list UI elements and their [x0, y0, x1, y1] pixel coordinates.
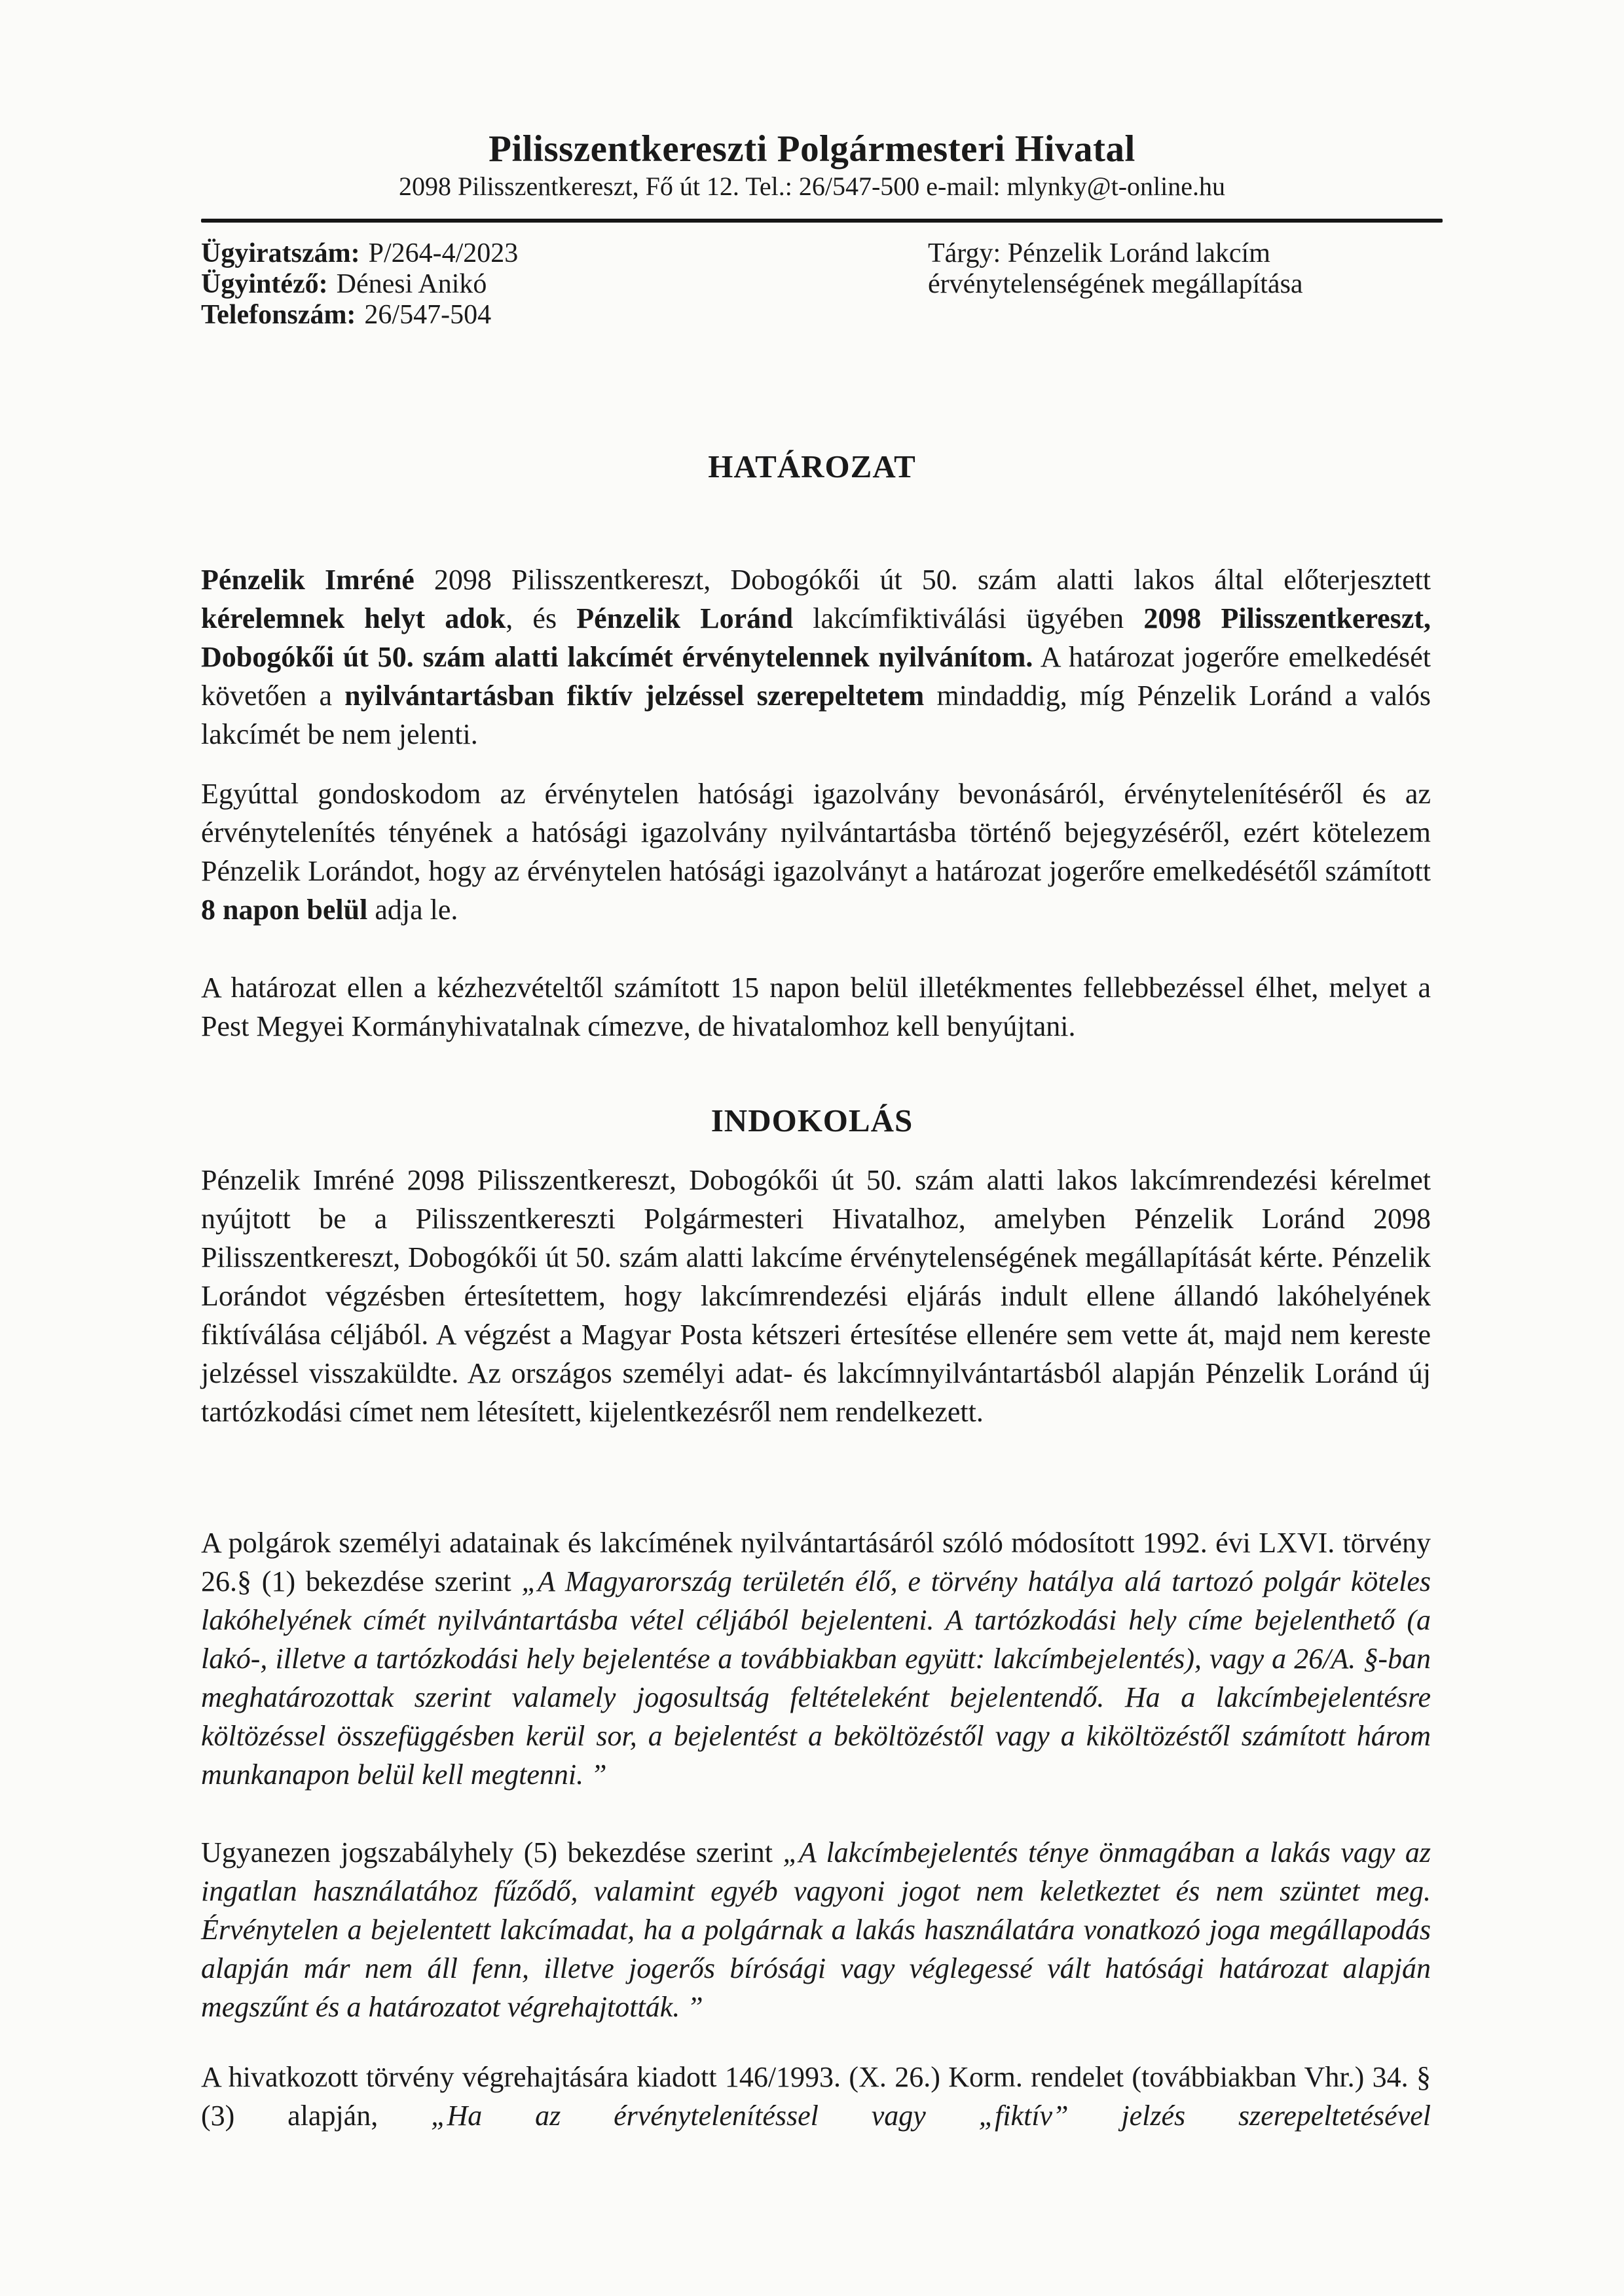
text-run: nyilvántartásban fiktív jelzéssel szerepeltetem — [344, 680, 925, 712]
clerk-value: Dénesi Anikó — [336, 269, 487, 299]
phone-line — [201, 300, 518, 331]
text-run: „Ha az érvénytelenítéssel vagy „fiktív” jelzés szerepeltetésével — [431, 2100, 1431, 2132]
decision-paragraph-3 — [201, 968, 1431, 1046]
text-run: „A lakcímbejelentés ténye önmagában a lakás vagy az ingatlan használatához fűződő, valamint egyéb vagyoni jogot nem keletkeztet és nem szüntet meg. Érvénytelen a bejelentett lakcímadat, ha a polgárnak a lakás használatára vonatkozó joga megállapodás alapján már nem áll fenn, illetve jogerős bírósági vagy véglegessé vált hatósági határozat alapján megszűnt és a határozatot végrehajtották. ” — [201, 1836, 1431, 2023]
justification-heading: INDOKOLÁS — [710, 1102, 913, 1139]
subject-block — [928, 238, 1303, 300]
letterhead — [0, 0, 1624, 202]
reference-block — [0, 238, 1624, 337]
text-run: A hivatkozott törvény végrehajtására kiadott 146/1993. (X. 26.) Korm. rendelet (továbbiakban Vhr.) 34. § (3) alapján, — [201, 2061, 1431, 2132]
text-run: , és — [506, 602, 577, 634]
text-run: mindaddig, míg Pénzelik Loránd a valós lakcímét be nem jelenti. — [201, 680, 1431, 750]
text-run: 2098 Pilisszentkereszt, Dobogókői út 50. szám alatti lakos által előterjesztett — [414, 564, 1431, 596]
phone-label: Telefonszám: — [201, 300, 356, 330]
decision-paragraph-1 — [201, 560, 1431, 754]
case-number-label: Ügyiratszám: — [201, 238, 360, 268]
decision-heading: HATÁROZAT — [708, 448, 916, 484]
text-run: 8 napon belül — [201, 894, 368, 926]
clerk-line — [201, 269, 518, 300]
justification-body — [201, 1161, 1431, 2135]
text-run: kérelemnek helyt adok — [201, 602, 506, 634]
reference-left-column — [201, 238, 518, 331]
office-address-line: 2098 Pilisszentkereszt, Fő út 12. Tel.: 26/547-500 e-mail: mlynky@t-online.hu — [398, 172, 1226, 201]
subject-line-1: Tárgy: Pénzelik Loránd lakcím — [928, 238, 1270, 268]
text-run: Pénzelik Loránd — [576, 602, 794, 634]
justification-paragraph-4 — [201, 2058, 1431, 2135]
phone-value: 26/547-504 — [364, 300, 492, 330]
text-run: A határozat jogerőre emelkedését követően a — [201, 641, 1431, 712]
justification-paragraph-2 — [201, 1523, 1431, 1794]
text-run: Pénzelik Imréné — [201, 564, 415, 596]
text-run: lakcímfiktiválási ügyében — [793, 602, 1144, 634]
text-run: A polgárok személyi adatainak és lakcímének nyilvántartásáról szóló módosított 1992. évi LXVI. törvény 26.§ (1) bekezdése szerint — [201, 1527, 1431, 1597]
text-run: Pénzelik Imréné 2098 Pilisszentkereszt, Dobogókői út 50. szám alatti lakos lakcímrendezési kérelmet nyújtott be a Pilisszentkereszti Polgármesteri Hivatalhoz, amelyben Pénzelik Loránd 2098 Pilisszentkereszt, Dobogókői út 50. szám alatti lakcíme érvénytelenségének megállapítását kérte. Pénzelik Lorándot végzésben értesítettem, hogy lakcímrendezési eljárás indult ellene állandó lakóhelyének fiktíválása céljából. A végzést a Magyar Posta kétszeri értesítése ellenére sem vette át, majd nem kereste jelzéssel visszaküldte. Az országos személyi adat- és lakcímnyilvántartásból alapján Pénzelik Loránd új tartózkodási címet nem létesített, kijelentkezésről nem rendelkezett. — [201, 1164, 1431, 1428]
decision-body — [201, 560, 1431, 1046]
case-number-value: P/264-4/2023 — [368, 238, 519, 268]
text-run: A határozat ellen a kézhezvételtől számított 15 napon belül illetékmentes fellebbezéssel élhet, melyet a Pest Megyei Kormányhivatalnak címezve, de hivatalomhoz kell benyújtani. — [201, 972, 1431, 1042]
justification-paragraph-3 — [201, 1833, 1431, 2026]
text-run: 2098 Pilisszentkereszt, Dobogókői út 50. szám alatti lakcímét érvénytelennek nyilvánítom. — [201, 602, 1431, 673]
text-run: Ugyanezen jogszabályhely (5) bekezdése szerint — [201, 1836, 783, 1868]
subject-line-2: érvénytelenségének megállapítása — [928, 269, 1303, 299]
justification-paragraph-1 — [201, 1161, 1431, 1431]
clerk-label: Ügyintéző: — [201, 269, 328, 299]
letterhead-divider — [201, 219, 1443, 223]
case-number-line — [201, 238, 518, 269]
text-run: adja le. — [367, 894, 458, 926]
text-run: Egyúttal gondoskodom az érvénytelen hatósági igazolvány bevonásáról, érvénytelenítéséről és az érvénytelenítés tényének a hatósági igazolvány nyilvántartásba történő bejegyzéséről, ezért kötelezem Pénzelik Lorándot, hogy az érvénytelen hatósági igazolványt a határozat jogerőre emelkedésétől számított — [201, 778, 1431, 887]
text-run: „A Magyarország területén élő, e törvény hatálya alá tartozó polgár köteles lakóhelyének címét nyilvántartásba vétel céljából bejelenteni. A tartózkodási hely címe bejelenthető (a lakó-, illetve a tartózkodási hely bejelentése a továbbiakban együtt: lakcímbejelentés), vagy a 26/A. §-ban meghatározottak szerint valamely jogosultság feltételeként bejelentendő. Ha a lakcímbejelentésre költözéssel összefüggésben kerül sor, a bejelentést a beköltözéstől vagy a kiköltözéstől számított három munkanapon belül kell megtenni. ” — [201, 1565, 1431, 1791]
office-name: Pilisszentkereszti Polgármesteri Hivatal — [489, 128, 1135, 170]
decision-paragraph-2 — [201, 774, 1431, 929]
